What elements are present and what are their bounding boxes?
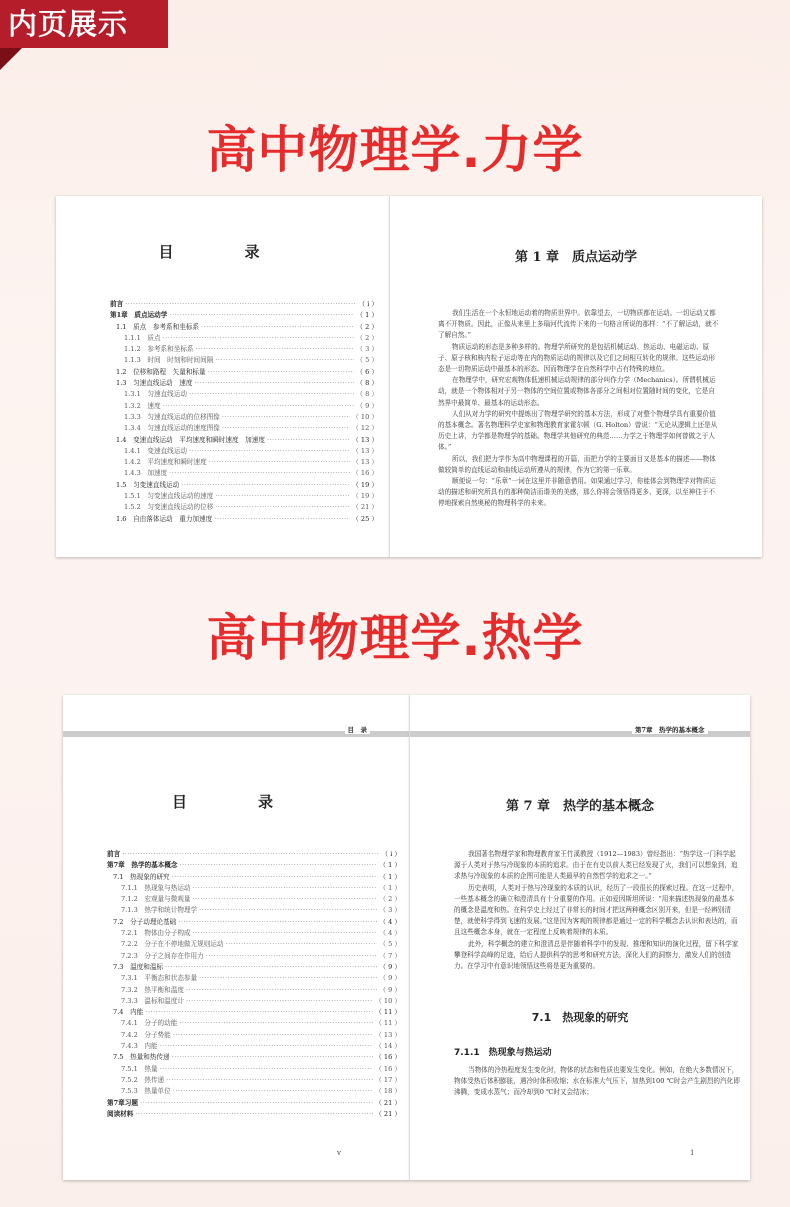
toc-entry-page: （ 1 ）: [379, 872, 401, 881]
toc-entry-title: 1.3 匀速直线运动 速度: [116, 379, 193, 388]
toc-entry-page: （ 17 ）: [375, 1075, 401, 1084]
toc-entry-page: （ 2 ）: [356, 333, 378, 342]
toc-entry-page: （ 9 ）: [356, 401, 378, 410]
toc-leader: [222, 412, 350, 423]
toc-leader: [173, 1086, 373, 1097]
toc-entry-title: 1.5.1 匀变速直线运动的速度: [124, 492, 214, 501]
toc-entry: [110, 446, 378, 457]
toc-entry-page: （ 13 ）: [352, 446, 378, 455]
toc-entry: [110, 412, 378, 423]
toc-leader: [222, 423, 350, 434]
toc-entry-page: （ 13 ）: [375, 1030, 401, 1039]
toc-entry-title: 1.6 自由落体运动 重力加速度: [116, 514, 213, 523]
toc-entry-title: 1.4 变速直线运动 平均速度和瞬时速度 加速度: [116, 435, 265, 444]
toc-entry-title: 1.1.1 质点: [124, 333, 161, 342]
toc-entry: [110, 514, 378, 525]
toc-entry: [107, 962, 401, 973]
chapter-body: [454, 849, 740, 972]
toc-entry: [107, 1064, 401, 1075]
thermo-chapter-page: [410, 695, 750, 1180]
toc-entry-title: 1.4.2 平均速度和瞬时速度: [124, 458, 207, 467]
toc-leader: [169, 468, 350, 479]
toc-entry-title: 7.3.2 热平衡和温度: [121, 985, 184, 994]
toc-entry: [107, 1075, 401, 1086]
paragraph: 物质运动的形态是多种多样的。物理学所研究的是包括机械运动、热运动、电磁运动、原子、原子核和核内粒子运动等在内的物质运动的规律以及它们之间相互转化的规律。这些运动形态是一切物质运动中最基本的形态。因而物理学在自然科学中占有特殊的地位。: [438, 342, 715, 374]
toc-entry: [110, 502, 378, 513]
toc-leader: [209, 457, 351, 468]
toc-entry-page: （ 8 ）: [356, 379, 378, 388]
toc-entry-page: （ 8 ）: [356, 390, 378, 399]
toc-leader: [226, 939, 378, 950]
toc-entry: [107, 1030, 401, 1041]
toc-entry-page: （ 5 ）: [379, 940, 401, 949]
toc-entry-page: （ 19 ）: [352, 480, 378, 489]
paragraph: 在物理学中，研究宏观物体低速机械运动规律的部分叫作力学（Mechanics）。所谓机械运动，就是一个物体相对于另一物体的空间位置或物体各部分之间相对位置随时间的变化，它是自然界中最简单、最基本的运动形态。: [438, 376, 716, 407]
toc-leader: [140, 1098, 373, 1109]
toc-leader: [186, 996, 373, 1007]
toc-entry-title: 前言: [107, 850, 121, 858]
toc-entry-title: 1.4.1 变速直线运动: [124, 446, 187, 455]
toc-entry: [107, 1007, 401, 1018]
paragraph: 顺便说一句：“乐章”一词在这里并非随意借用。如果通过学习，你能体会到物理学对物质运动的描述和研究所具有的那种简洁而谐美的美感，那么你将会领悟得更多、更深，以至神往于不停地探索自然奥秘的物理科学的未来。: [438, 477, 716, 508]
toc-entry: [107, 1086, 401, 1097]
toc-entry: [107, 1041, 401, 1052]
toc-entry: [107, 939, 401, 950]
toc-entry: [110, 378, 378, 389]
toc-leader: [145, 1007, 373, 1018]
toc-leader: [193, 883, 378, 894]
toc-entry-title: 第7章 热学的基本概念: [107, 861, 178, 870]
toc-entry: [110, 480, 378, 491]
toc-entry: [110, 310, 378, 321]
toc-leader: [125, 299, 356, 310]
toc-leader: [201, 322, 354, 333]
paragraph: 所以，我们把力学作为高中物理课程的开篇，而把力学的主要面目又是基本的描述——物体做较简单的直线运动和曲线运动所遵从的规律，作为它的第一乐章。: [438, 454, 716, 474]
toc-leader: [172, 872, 378, 883]
toc-entry-page: （ 5 ）: [356, 356, 378, 365]
toc-entry: [110, 389, 378, 400]
subsection-title: 7.1.1 热现象与热运动: [454, 1048, 552, 1058]
toc-entry: [110, 423, 378, 434]
toc-entry-page: （ 4 ）: [379, 929, 401, 938]
paragraph: 历史表明，人类对于热与冷现象的本质的认识，经历了一段很长的探索过程。在这一过程中，一些基本概念的确立和澄清具有十分重要的作用。正如爱因斯坦所说：“用来描述热现象的最基本的概念是温度和热。在科学史上经过了非常长的时间才把这两种概念区别开来，但是一经辨别清楚，就使科学得到飞速的发展。”这是因为客观的规律都是通过一定的科学概念去认识和表达的，而且这些概念本身，就在一定程度上反映着规律的本质。: [454, 883, 739, 937]
toc-entry: [110, 355, 378, 366]
toc-entry-page: （ 9 ）: [379, 962, 401, 971]
toc-entry-page: （ 3 ）: [356, 345, 378, 354]
toc-entry-title: 前言: [110, 300, 124, 308]
toc-entry-page: （ 13 ）: [352, 435, 378, 444]
toc-title: 目 录: [171, 793, 301, 811]
toc-entry: [107, 1109, 401, 1120]
toc-entry-title: 阅读材料: [107, 1109, 134, 1118]
toc-entry-title: 7.5 热量和热传递: [113, 1053, 170, 1062]
header-label: 目 录: [345, 725, 371, 734]
toc-entry-page: （ i ）: [358, 300, 378, 308]
toc-entry-page: （ 21 ）: [375, 1098, 401, 1107]
mech-toc-page: [56, 196, 390, 557]
toc-entry: [110, 457, 378, 468]
header-label: 第7章 热学的基本概念: [632, 725, 708, 734]
toc-entry-title: 7.4.2 分子势能: [121, 1030, 171, 1039]
toc-entry: [107, 860, 401, 871]
toc-leader: [189, 389, 354, 400]
toc-entry: [107, 973, 401, 984]
paragraph: 我们生活在一个永恒地运动着的物质世界中。依靠望去，一切物质都在运动。一切运动又都离不开物质。因此，正像从来里上多瑙河代流传下来的一句格言所说的那样：“不了解运动，就不了解自然。”: [438, 309, 719, 340]
toc-entry-page: （ i ）: [381, 850, 401, 858]
toc-leader: [215, 502, 350, 513]
toc-entry-page: （ 9 ）: [379, 985, 401, 994]
toc-entry-page: （ 2 ）: [379, 895, 401, 904]
toc-entry-page: （ 21 ）: [375, 1109, 401, 1118]
toc-leader: [172, 1052, 374, 1063]
toc-entry-page: （ 9 ）: [379, 974, 401, 983]
toc-entry: [110, 333, 378, 344]
toc-entry: [107, 905, 401, 916]
toc-entry-page: （ 10 ）: [352, 412, 378, 421]
toc-entry-title: 第7章习题: [107, 1098, 138, 1107]
toc-leader: [163, 401, 355, 412]
toc-entry-title: 1.5 匀变速直线运动: [116, 480, 180, 489]
chapter-title: 第 1 章 质点运动学: [514, 250, 638, 265]
toc-leader: [173, 1030, 373, 1041]
toc-entry-page: （ 16 ）: [375, 1064, 401, 1073]
toc-entry-title: 第1章 质点运动学: [110, 311, 168, 320]
toc-entry-title: 1.3.4 匀速直线运动的速度图像: [124, 424, 220, 433]
toc-entry-title: 7.1.2 宏观量与微观量: [121, 895, 191, 904]
toc-leader: [196, 344, 355, 355]
toc-entry-title: 1.5.2 匀变速直线运动的位移: [124, 503, 214, 512]
toc-leader: [135, 1109, 373, 1120]
toc-entry: [110, 468, 378, 479]
toc-entry-page: （ 10 ）: [375, 996, 401, 1005]
toc-entry: [107, 1052, 401, 1063]
toc-entry-page: （ 16 ）: [375, 1053, 401, 1062]
thermo-toc-page: [63, 695, 410, 1180]
page-number: v: [337, 1149, 341, 1157]
toc-entry-page: （ 18 ）: [375, 1087, 401, 1096]
toc-leader: [199, 973, 377, 984]
toc-entry-page: （ 1 ）: [356, 311, 378, 320]
toc-entry-title: 7.5.1 热量: [121, 1064, 158, 1073]
toc-entry-page: （ 6 ）: [356, 367, 378, 376]
toc-entry: [107, 849, 401, 860]
toc-entry-title: 7.4 内能: [113, 1008, 144, 1017]
toc-leader: [163, 333, 355, 344]
toc-leader: [166, 1075, 373, 1086]
toc-entry-title: 7.3 温度和温标: [113, 962, 164, 971]
toc-entry: [107, 883, 401, 894]
toc-entry-title: 1.3.2 速度: [124, 401, 161, 410]
toc-entry-title: 7.5.2 热传递: [121, 1075, 165, 1084]
toc-leader: [189, 446, 350, 457]
toc-entry: [110, 401, 378, 412]
mech-chapter-page: [390, 196, 762, 557]
section-banner: 内页展示: [0, 0, 168, 48]
toc-entry-page: （ 25 ）: [352, 514, 378, 523]
toc-entry-title: 7.3.3 温标和温度计: [121, 996, 184, 1005]
paragraph: 人们从对力学的研究中提炼出了物理学研究的基本方法，形成了对整个物理学具有重要价值的基本概念。著名物理科学史家和物理教育家霍尔顿（G. Holton）曾说：“无论从逻辑上还是从历史上讲，力学都是物理学的基础。物理学其他研究的典范……力学之于物理学如何曾做之于人体。”: [438, 409, 718, 452]
table-of-contents: [107, 849, 401, 1120]
section-title: 7.1 热现象的研究: [531, 1011, 629, 1024]
toc-entry-page: （ 4 ）: [379, 917, 401, 926]
table-of-contents: [110, 299, 378, 525]
toc-entry-title: 1.3.3 匀速直线运动的位移图像: [124, 412, 220, 421]
page-number: 1: [690, 1149, 695, 1157]
paragraph: 我国著名物理学家和物理教育家王竹溪教授（1912—1983）曾经指出：“热学这一门科学起源于人类对于热与冷现象的本质的追求。由于在有史以前人类已经发现了火，我们可以想象到，追求热与冷现象的本质的企图可能是人类最早的自然哲学的追求之一。”: [454, 850, 738, 881]
toc-entry: [107, 996, 401, 1007]
toc-entry-title: 1.1 质点 参考系和坐标系: [116, 322, 200, 331]
toc-leader: [160, 1041, 374, 1052]
toc-entry-page: （ 14 ）: [375, 1042, 401, 1051]
toc-entry-title: 7.1 热现象的研究: [113, 872, 170, 881]
toc-entry-page: （ 21 ）: [352, 503, 378, 512]
toc-entry: [110, 367, 378, 378]
toc-leader: [178, 917, 377, 928]
toc-entry-page: （ 11 ）: [375, 1008, 401, 1017]
toc-entry-title: 7.1.1 热现象与热运动: [121, 883, 191, 892]
toc-leader: [180, 860, 378, 871]
toc-leader: [165, 962, 377, 973]
spine: [409, 695, 410, 1180]
toc-title: 目 录: [158, 243, 288, 261]
subsection-body: 当物体的冷热程度发生变化时，物体的状态和性质也要发生变化。例如，在绝大多数情况下，物体受热后体积膨胀，遇冷时体积收缩；水在标准大气压下，加热到100 ℃时会产生剧烈的汽化即沸腾，变成水蒸气；而冷却到0 ℃时又会结冰；: [454, 1066, 740, 1097]
toc-entry-page: （ 16 ）: [352, 469, 378, 478]
toc-entry: [107, 928, 401, 939]
toc-entry-page: （ 19 ）: [352, 492, 378, 501]
thermo-title: 高中物理学.热学: [206, 609, 584, 667]
toc-entry-title: 7.4.1 分子的动能: [121, 1019, 178, 1028]
toc-leader: [193, 894, 378, 905]
toc-entry-title: 1.3.1 匀速直线运动: [124, 390, 187, 399]
toc-leader: [267, 435, 350, 446]
toc-entry-page: （ 13 ）: [352, 458, 378, 467]
toc-leader: [215, 355, 354, 366]
toc-entry: [107, 894, 401, 905]
spine: [389, 196, 390, 557]
toc-entry: [110, 322, 378, 333]
toc-leader: [194, 378, 354, 389]
toc-entry: [107, 951, 401, 962]
toc-leader: [186, 985, 377, 996]
toc-entry-title: 7.2.2 分子在不停地做无规则运动: [121, 940, 224, 949]
chapter-title: 第 7 章 热学的基本概念: [505, 799, 655, 814]
chapter-body: [438, 308, 720, 510]
toc-leader: [199, 905, 377, 916]
toc-leader: [181, 480, 350, 491]
toc-entry: [107, 985, 401, 996]
toc-entry-title: 7.2 分子动理论基础: [113, 917, 177, 926]
toc-entry: [107, 1098, 401, 1109]
toc-entry: [107, 872, 401, 883]
toc-entry-title: 7.1.3 热学和统计物理学: [121, 906, 198, 915]
toc-leader: [214, 514, 350, 525]
mechanics-title: 高中物理学.力学: [206, 121, 584, 179]
toc-entry-title: 7.5.3 热量单位: [121, 1087, 171, 1096]
toc-leader: [215, 491, 350, 502]
toc-leader: [206, 951, 378, 962]
toc-entry-page: （ 1 ）: [379, 883, 401, 892]
toc-entry-title: 7.4.3 内能: [121, 1042, 158, 1051]
toc-entry-page: （ 11 ）: [375, 1019, 401, 1028]
toc-entry-title: 1.2 位移和路程 矢量和标量: [116, 367, 206, 376]
toc-entry-page: （ 2 ）: [356, 322, 378, 331]
toc-entry-title: 7.2.1 物体由分子构成: [121, 929, 191, 938]
toc-entry-title: 1.4.3 加速度: [124, 469, 168, 478]
toc-leader: [122, 849, 379, 860]
toc-leader: [208, 367, 355, 378]
toc-entry-title: 1.1.2 参考系和坐标系: [124, 345, 194, 354]
toc-leader: [160, 1064, 374, 1075]
toc-leader: [179, 1018, 373, 1029]
toc-leader: [193, 928, 378, 939]
toc-entry: [110, 299, 378, 310]
toc-entry-page: （ 3 ）: [379, 906, 401, 915]
toc-entry-title: 7.2.3 分子之间存在作用力: [121, 951, 204, 960]
toc-entry-title: 1.1.3 时间 时刻和时间间隔: [124, 356, 214, 365]
toc-entry: [110, 435, 378, 446]
toc-entry-page: （ 1 ）: [379, 861, 401, 870]
toc-entry: [110, 491, 378, 502]
toc-entry-page: （ 7 ）: [379, 951, 401, 960]
toc-entry: [110, 344, 378, 355]
paragraph: 此外，科学概念的建立和澄清总是伴随着科学中的发现、推理和知识的演化过程，留下科学家攀登科学高峰的足迹，给后人提供科学的思考和研究方法，深化人们的洞察力，激发人们的创造力。在学习中有意识地领悟这些将是更为重要的。: [454, 939, 739, 971]
toc-entry: [107, 1018, 401, 1029]
toc-leader: [169, 310, 354, 321]
toc-entry-page: （ 12 ）: [352, 424, 378, 433]
toc-entry-title: 7.3.1 平衡态和状态参量: [121, 974, 198, 983]
toc-entry: [107, 917, 401, 928]
banner-fold: [0, 48, 22, 70]
